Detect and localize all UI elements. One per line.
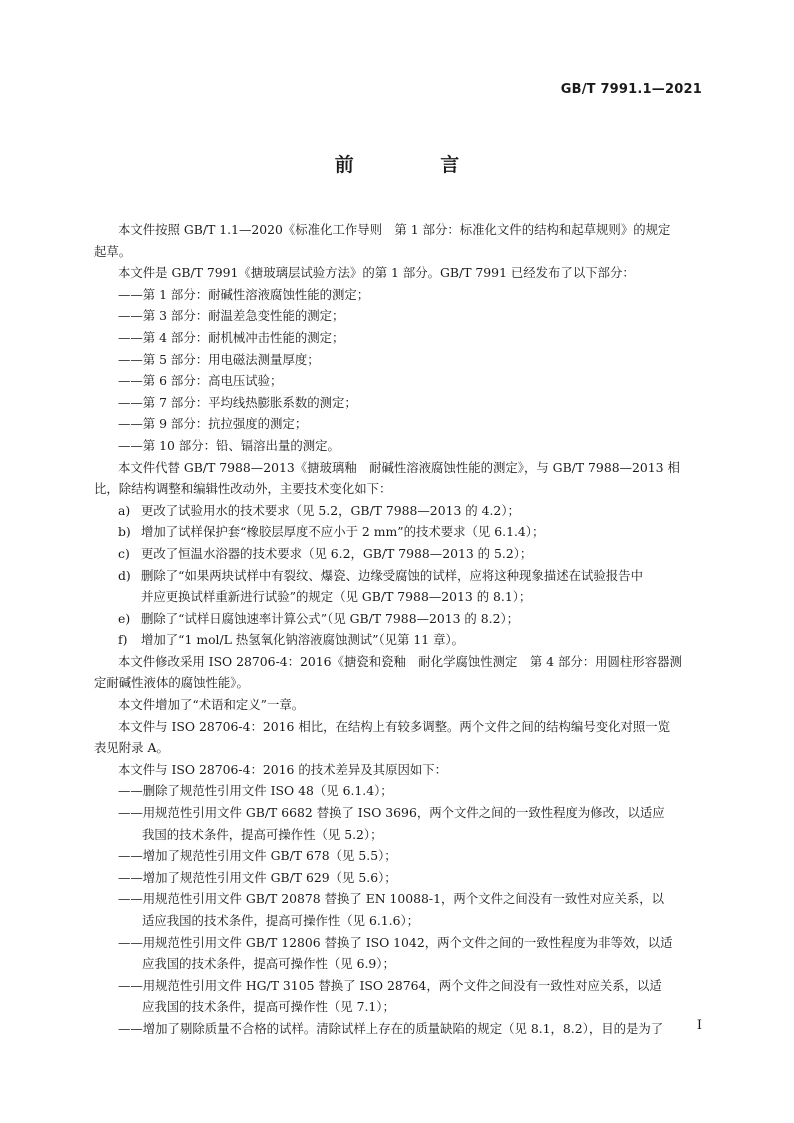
paragraph-continuation: 定耐碱性液体的腐蚀性能》。: [94, 675, 249, 691]
paragraph-line: 本文件修改采用 ISO 28706-4：2016《搪瓷和瓷釉 耐化学腐蚀性测定 第 4 部分：用圆柱形容器测: [118, 653, 682, 669]
lettered-list-item: [94, 543, 705, 565]
list-label: e): [118, 610, 131, 626]
list-text: 删除了“试样日腐蚀速率计算公式”（见 GB/T 7988—2013 的 8.2）；: [141, 610, 520, 626]
lettered-list-item: [94, 565, 705, 587]
preface-body: [94, 219, 705, 1040]
dash-list-item: ——第 5 部分：用电磁法测量厚度；: [118, 351, 320, 367]
dash-list-item: ——增加了规范性引用文件 GB/T 678（见 5.5）；: [118, 848, 397, 864]
paragraph-continuation: 起草。: [94, 243, 132, 259]
list-item-continuation: 我国的技术条件，提高可操作性（见 5.2）；: [142, 826, 383, 842]
list-item-continuation: 适应我国的技术条件，提高可操作性（见 6.1.6）；: [142, 913, 420, 928]
list-text: 删除了“如果两块试样中有裂纹、爆瓷、边缘受腐蚀的试样，应将这种现象描述在试验报告中: [141, 567, 643, 583]
standard-code: GB/T 7991.1—2021: [560, 82, 702, 97]
dash-list-item: ——增加了剔除质量不合格的试样。清除试样上存在的质量缺陷的规定（见 8.1，8.2），目的是为了: [118, 1020, 664, 1036]
dash-list-item: ——删除了规范性引用文件 ISO 48（见 6.1.4）；: [118, 783, 393, 799]
dash-list-item: ——用规范性引用文件 GB/T 20878 替换了 EN 10088-1，两个文件之间没有一致性对应关系，以: [118, 891, 665, 907]
paragraph-line: 本文件代替 GB/T 7988—2013《搪玻璃釉 耐碱性溶液腐蚀性能的测定》，与 GB/T 7988—2013 相: [118, 459, 680, 475]
dash-list-item: ——第 6 部分：高电压试验；: [118, 373, 283, 389]
list-label: d): [118, 567, 131, 583]
dash-list-item: ——增加了规范性引用文件 GB/T 629（见 5.6）；: [118, 869, 397, 885]
page-number: I: [696, 1018, 702, 1033]
list-label: c): [118, 545, 130, 561]
list-label: f): [118, 632, 128, 648]
dash-list-item: ——第 10 部分：铅、镉溶出量的测定。: [118, 437, 340, 453]
list-item-continuation: 应我国的技术条件，提高可操作性（见 7.1）；: [142, 999, 395, 1015]
list-label: a): [118, 502, 131, 518]
list-label: b): [118, 524, 131, 540]
paragraph-continuation: 表见附录 A。: [94, 740, 169, 756]
lettered-list-item: [94, 500, 705, 522]
dash-list-item: ——第 1 部分：耐碱性溶液腐蚀性能的测定；: [118, 286, 370, 302]
dash-list-item: ——第 4 部分：耐机械冲击性能的测定；: [118, 329, 345, 345]
dash-list-item: ——第 7 部分：平均线热膨胀系数的测定；: [118, 394, 357, 410]
lettered-list-item: [94, 608, 705, 630]
list-text: 增加了试样保护套“橡胶层厚度不应小于 2 mm”的技术要求（见 6.1.4）；: [141, 524, 545, 540]
list-text: 增加了“1 mol/L 热氢氧化钠溶液腐蚀测试”（见第 11 章）。: [141, 632, 465, 648]
paragraph-line: 本文件与 ISO 28706-4：2016 相比，在结构上有较多调整。两个文件之间的结构编号变化对照一览: [118, 718, 671, 734]
lettered-list-item: [94, 629, 705, 651]
paragraph-line: 本文件是 GB/T 7991《搪玻璃层试验方法》的第 1 部分。GB/T 7991 已经发布了以下部分：: [118, 265, 635, 281]
dash-list-item: ——用规范性引用文件 HG/T 3105 替换了 ISO 28764，两个文件之间没有一致性对应关系，以适: [118, 977, 662, 993]
list-item-continuation: 应我国的技术条件，提高可操作性（见 6.9）；: [142, 956, 395, 972]
dash-list-item: ——用规范性引用文件 GB/T 6682 替换了 ISO 3696，两个文件之间的一致性程度为修改，以适应: [118, 805, 665, 821]
paragraph-line: 本文件按照 GB/T 1.1—2020《标准化工作导则 第 1 部分：标准化文件的结构和起草规则》的规定: [118, 222, 671, 237]
list-text: 更改了恒温水浴器的技术要求（见 6.2，GB/T 7988—2013 的 5.2）；: [141, 545, 533, 561]
list-text: 更改了试验用水的技术要求（见 5.2，GB/T 7988—2013 的 4.2）；: [141, 502, 520, 518]
dash-list-item: ——用规范性引用文件 GB/T 12806 替换了 ISO 1042，两个文件之间的一致性程度为非等效，以适: [118, 934, 673, 950]
lettered-list-item: [94, 521, 705, 543]
page-title: 前 言: [334, 154, 500, 176]
paragraph-continuation: 比，除结构调整和编辑性改动外，主要技术变化如下：: [94, 481, 392, 497]
paragraph-line: 本文件增加了“术语和定义”一章。: [118, 697, 305, 713]
dash-list-item: ——第 3 部分：耐温差急变性能的测定；: [118, 308, 345, 324]
list-item-continuation: 并应更换试样重新进行试验”的规定（见 GB/T 7988—2013 的 8.1）；: [141, 589, 532, 605]
dash-list-item: ——第 9 部分：抗拉强度的测定；: [118, 416, 308, 432]
paragraph-line: 本文件与 ISO 28706-4：2016 的技术差异及其原因如下：: [118, 761, 448, 777]
